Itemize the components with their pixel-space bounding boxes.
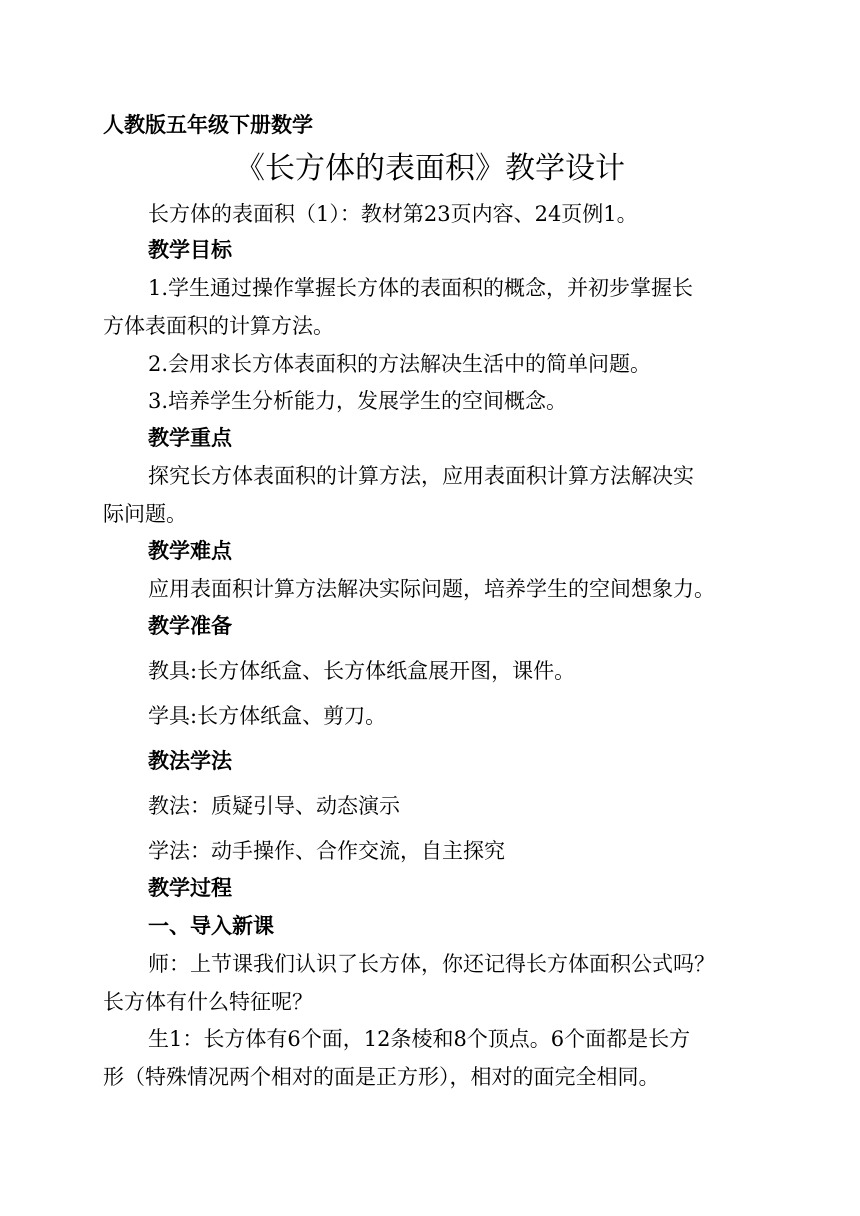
process-heading: 教学过程	[148, 876, 232, 900]
preparation-heading: 教学准备	[148, 614, 232, 638]
teacher-question-line-1: 师：上节课我们认识了长方体，你还记得长方体面积公式吗？	[148, 952, 715, 976]
difficulties-heading: 教学难点	[148, 539, 232, 563]
teacher-tools: 教具:长方体纸盒、长方体纸盒展开图，课件。	[148, 659, 576, 683]
teaching-method: 教法：质疑引导、动态演示	[148, 794, 400, 818]
student-answer-line-2: 形（特殊情况两个相对的面是正方形），相对的面完全相同。	[103, 1065, 660, 1089]
goal-item-1-line-2: 方体表面积的计算方法。	[103, 314, 334, 338]
teacher-question-line-2: 长方体有什么特征呢？	[103, 990, 313, 1014]
key-points-line-1: 探究长方体表面积的计算方法，应用表面积计算方法解决实	[148, 464, 694, 488]
student-tools: 学具:长方体纸盒、剪刀。	[148, 704, 387, 728]
methods-heading: 教法学法	[148, 749, 232, 773]
difficulties-line-1: 应用表面积计算方法解决实际问题，培养学生的空间想象力。	[148, 577, 715, 601]
key-points-line-2: 际问题。	[103, 502, 187, 526]
goal-item-3: 3.培养学生分析能力，发展学生的空间概念。	[148, 389, 568, 413]
document-title: 《长方体的表面积》教学设计	[235, 151, 625, 186]
series-label: 人教版五年级下册数学	[103, 113, 313, 137]
goals-heading: 教学目标	[148, 238, 232, 262]
goal-item-2: 2.会用求长方体表面积的方法解决生活中的简单问题。	[148, 352, 652, 376]
process-subheading: 一、导入新课	[148, 914, 274, 938]
student-answer-line-1: 生1：长方体有6个面，12条棱和8个顶点。6个面都是长方	[148, 1027, 691, 1051]
goal-item-1-line-1: 1.学生通过操作掌握长方体的表面积的概念，并初步掌握长	[148, 276, 694, 300]
key-points-heading: 教学重点	[148, 426, 232, 450]
learning-method: 学法：动手操作、合作交流，自主探究	[148, 839, 505, 863]
intro-paragraph: 长方体的表面积（1）：教材第23页内容、24页例1。	[148, 202, 638, 226]
